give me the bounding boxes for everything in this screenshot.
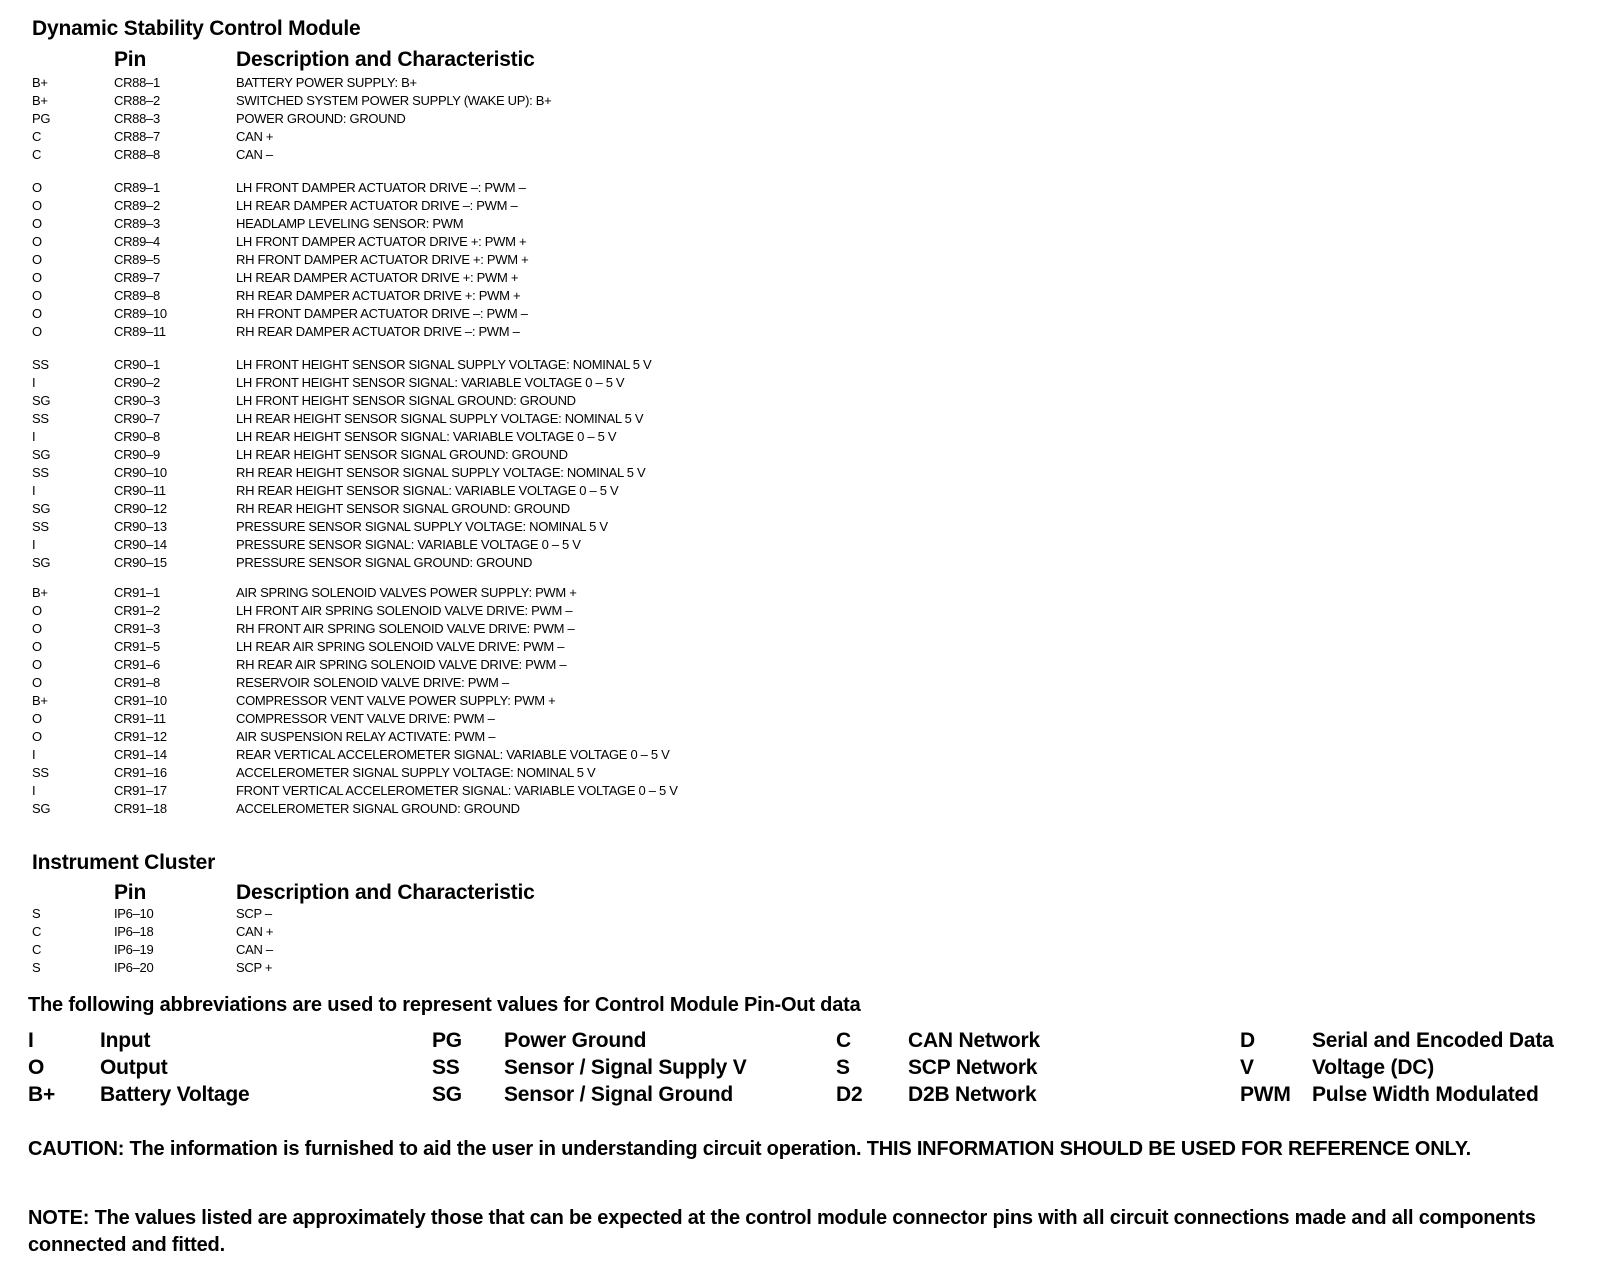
pin-number: CR91–8 (114, 675, 160, 690)
pin-type-code: O (32, 216, 42, 231)
pin-row (0, 197, 1000, 215)
pin-description: CAN + (236, 924, 274, 939)
pin-row (0, 410, 1000, 428)
pin-row (0, 905, 1000, 923)
pin-type-code: SG (32, 447, 51, 462)
pin-row (0, 251, 1000, 269)
pin-type-code: O (32, 324, 42, 339)
pin-number: CR90–13 (114, 519, 167, 534)
pin-type-code: S (32, 906, 41, 921)
pin-number: CR88–7 (114, 129, 160, 144)
abbreviation-meaning: CAN Network (908, 1029, 1040, 1052)
pin-number: CR90–3 (114, 393, 160, 408)
abbreviation-code: PG (432, 1029, 462, 1052)
pin-row (0, 392, 1000, 410)
pin-type-code: C (32, 924, 42, 939)
pin-row (0, 464, 1000, 482)
pin-row (0, 674, 1000, 692)
pin-description: LH FRONT HEIGHT SENSOR SIGNAL: VARIABLE VOLTAGE 0 – 5 V (236, 375, 625, 390)
abbreviation-code: O (28, 1056, 45, 1079)
pin-row (0, 428, 1000, 446)
pin-description: SCP + (236, 960, 273, 975)
pin-type-code: SG (32, 501, 51, 516)
abbreviations-title: The following abbreviations are used to represent values for Control Module Pin-Out data (28, 994, 861, 1016)
abbreviation-code: SG (432, 1083, 462, 1106)
pin-type-code: SG (32, 801, 51, 816)
abbreviation-code: PWM (1240, 1083, 1291, 1106)
pin-description: CAN – (236, 942, 273, 957)
pin-description: LH FRONT AIR SPRING SOLENOID VALVE DRIVE: PWM – (236, 603, 573, 618)
pin-description: LH REAR AIR SPRING SOLENOID VALVE DRIVE: PWM – (236, 639, 565, 654)
pin-number: CR91–18 (114, 801, 167, 816)
pin-row (0, 518, 1000, 536)
abbreviation-code: I (28, 1029, 34, 1052)
pin-type-code: O (32, 639, 42, 654)
pin-number: CR91–3 (114, 621, 160, 636)
pin-description: CAN – (236, 147, 273, 162)
pin-row (0, 656, 1000, 674)
pin-row (0, 305, 1000, 323)
pin-description: LH REAR HEIGHT SENSOR SIGNAL GROUND: GROUND (236, 447, 568, 462)
pin-description: ACCELEROMETER SIGNAL SUPPLY VOLTAGE: NOMINAL 5 V (236, 765, 596, 780)
pin-type-code: I (32, 483, 36, 498)
pin-row (0, 233, 1000, 251)
pin-row (0, 500, 1000, 518)
pin-number: CR91–1 (114, 585, 160, 600)
pin-type-code: O (32, 288, 42, 303)
pin-row (0, 287, 1000, 305)
pin-row (0, 74, 1000, 92)
pin-description: AIR SUSPENSION RELAY ACTIVATE: PWM – (236, 729, 496, 744)
pin-type-code: O (32, 180, 42, 195)
pin-number: CR90–10 (114, 465, 167, 480)
pin-description: CAN + (236, 129, 274, 144)
pin-description: LH FRONT DAMPER ACTUATOR DRIVE +: PWM + (236, 234, 527, 249)
pin-type-code: B+ (32, 693, 48, 708)
ic-pin-header: Pin (114, 881, 147, 904)
pin-row (0, 110, 1000, 128)
abbreviation-code: SS (432, 1056, 460, 1079)
pin-number: IP6–18 (114, 924, 154, 939)
pin-description: COMPRESSOR VENT VALVE POWER SUPPLY: PWM + (236, 693, 556, 708)
pin-description: RH REAR HEIGHT SENSOR SIGNAL SUPPLY VOLTAGE: NOMINAL 5 V (236, 465, 646, 480)
pin-row (0, 554, 1000, 572)
pin-number: CR88–2 (114, 93, 160, 108)
pin-number: CR91–10 (114, 693, 167, 708)
abbreviation-meaning: Power Ground (504, 1029, 647, 1052)
pin-type-code: I (32, 783, 36, 798)
pin-number: CR89–5 (114, 252, 160, 267)
pin-description: PRESSURE SENSOR SIGNAL SUPPLY VOLTAGE: NOMINAL 5 V (236, 519, 608, 534)
pin-type-code: O (32, 621, 42, 636)
note-text: NOTE: The values listed are approximately those that can be expected at the control module connector pins with all circuit connections made and all components connected and fitted. (28, 1207, 1536, 1256)
pin-description: PRESSURE SENSOR SIGNAL GROUND: GROUND (236, 555, 533, 570)
pin-row (0, 710, 1000, 728)
pin-number: CR91–6 (114, 657, 160, 672)
pin-type-code: O (32, 198, 42, 213)
pin-number: IP6–19 (114, 942, 154, 957)
pin-type-code: O (32, 270, 42, 285)
ic-description-header: Description and Characteristic (236, 881, 535, 904)
abbreviation-code: C (836, 1029, 851, 1052)
pin-number: CR89–1 (114, 180, 160, 195)
pin-row (0, 638, 1000, 656)
pin-row (0, 482, 1000, 500)
pin-row (0, 692, 1000, 710)
pin-number: CR90–1 (114, 357, 160, 372)
pin-row (0, 584, 1000, 602)
pin-number: CR90–14 (114, 537, 167, 552)
pin-type-code: I (32, 429, 36, 444)
pin-number: CR91–5 (114, 639, 160, 654)
pin-type-code: SS (32, 357, 49, 372)
pin-row (0, 128, 1000, 146)
pin-type-code: O (32, 711, 42, 726)
pin-row (0, 215, 1000, 233)
pin-description: LH REAR DAMPER ACTUATOR DRIVE +: PWM + (236, 270, 519, 285)
pin-row (0, 602, 1000, 620)
pin-type-code: C (32, 147, 42, 162)
pin-number: CR90–15 (114, 555, 167, 570)
ic-section-title: Instrument Cluster (32, 851, 216, 874)
pin-description: LH FRONT HEIGHT SENSOR SIGNAL SUPPLY VOLTAGE: NOMINAL 5 V (236, 357, 652, 372)
pin-type-code: PG (32, 111, 51, 126)
abbreviation-code: S (836, 1056, 850, 1079)
pin-row (0, 356, 1000, 374)
pin-row (0, 620, 1000, 638)
pin-number: CR89–8 (114, 288, 160, 303)
pin-type-code: I (32, 747, 36, 762)
abbreviation-code: D (1240, 1029, 1255, 1052)
pin-description: AIR SPRING SOLENOID VALVES POWER SUPPLY: PWM + (236, 585, 577, 600)
pin-number: CR89–11 (114, 324, 166, 339)
abbreviation-meaning: Pulse Width Modulated (1312, 1083, 1539, 1106)
pin-description: POWER GROUND: GROUND (236, 111, 406, 126)
pin-row (0, 179, 1000, 197)
abbreviation-meaning: Serial and Encoded Data (1312, 1029, 1554, 1052)
pin-type-code: I (32, 375, 36, 390)
pin-description: ACCELEROMETER SIGNAL GROUND: GROUND (236, 801, 520, 816)
pin-number: CR89–7 (114, 270, 160, 285)
pin-type-code: SS (32, 411, 49, 426)
pin-description: LH REAR DAMPER ACTUATOR DRIVE –: PWM – (236, 198, 518, 213)
pin-type-code: SG (32, 393, 51, 408)
pin-number: CR91–16 (114, 765, 167, 780)
abbreviation-meaning: Voltage (DC) (1312, 1056, 1435, 1079)
pin-description: RH REAR HEIGHT SENSOR SIGNAL GROUND: GROUND (236, 501, 570, 516)
pin-number: CR90–9 (114, 447, 160, 462)
pin-description: RH FRONT DAMPER ACTUATOR DRIVE –: PWM – (236, 306, 528, 321)
pin-description: RH REAR HEIGHT SENSOR SIGNAL: VARIABLE VOLTAGE 0 – 5 V (236, 483, 619, 498)
pin-type-code: I (32, 537, 36, 552)
abbreviation-code: V (1240, 1056, 1254, 1079)
pin-number: CR88–3 (114, 111, 160, 126)
pin-type-code: SS (32, 519, 49, 534)
abbreviation-code: D2 (836, 1083, 863, 1106)
pin-type-code: O (32, 657, 42, 672)
pin-row (0, 728, 1000, 746)
pin-type-code: O (32, 729, 42, 744)
pin-type-code: SS (32, 465, 49, 480)
pin-number: CR91–14 (114, 747, 167, 762)
pin-description: SCP – (236, 906, 272, 921)
pin-row (0, 146, 1000, 164)
pin-type-code: B+ (32, 585, 48, 600)
pin-description: FRONT VERTICAL ACCELEROMETER SIGNAL: VARIABLE VOLTAGE 0 – 5 V (236, 783, 678, 798)
pin-number: CR91–2 (114, 603, 160, 618)
abbreviation-meaning: Battery Voltage (100, 1083, 250, 1106)
dsc-pin-header: Pin (114, 48, 147, 71)
pin-type-code: O (32, 675, 42, 690)
pin-description: LH FRONT HEIGHT SENSOR SIGNAL GROUND: GROUND (236, 393, 576, 408)
pin-description: LH REAR HEIGHT SENSOR SIGNAL: VARIABLE VOLTAGE 0 – 5 V (236, 429, 617, 444)
pin-row (0, 536, 1000, 554)
pin-description: HEADLAMP LEVELING SENSOR: PWM (236, 216, 464, 231)
pin-type-code: O (32, 603, 42, 618)
pin-number: CR89–10 (114, 306, 167, 321)
dsc-section-title: Dynamic Stability Control Module (32, 17, 361, 40)
pin-number: CR88–1 (114, 75, 160, 90)
pin-description: BATTERY POWER SUPPLY: B+ (236, 75, 417, 90)
pin-type-code: O (32, 306, 42, 321)
pin-number: CR91–11 (114, 711, 166, 726)
pin-number: CR91–17 (114, 783, 167, 798)
dsc-description-header: Description and Characteristic (236, 48, 535, 71)
pin-row (0, 269, 1000, 287)
pin-description: LH FRONT DAMPER ACTUATOR DRIVE –: PWM – (236, 180, 526, 195)
pin-number: IP6–10 (114, 906, 154, 921)
pin-number: CR89–2 (114, 198, 160, 213)
pin-number: CR90–7 (114, 411, 160, 426)
pin-row (0, 923, 1000, 941)
caution-text: CAUTION: The information is furnished to aid the user in understanding circuit operation. THIS INFORMATION SHOULD BE USED FOR REFERENCE ONLY. (28, 1138, 1471, 1160)
pin-description: RH FRONT DAMPER ACTUATOR DRIVE +: PWM + (236, 252, 529, 267)
pin-row (0, 323, 1000, 341)
abbreviation-meaning: SCP Network (908, 1056, 1038, 1079)
pin-description: REAR VERTICAL ACCELEROMETER SIGNAL: VARIABLE VOLTAGE 0 – 5 V (236, 747, 670, 762)
pin-number: CR90–11 (114, 483, 166, 498)
abbreviation-meaning: Sensor / Signal Supply V (504, 1056, 747, 1079)
pin-description: LH REAR HEIGHT SENSOR SIGNAL SUPPLY VOLTAGE: NOMINAL 5 V (236, 411, 644, 426)
abbreviation-meaning: Input (100, 1029, 151, 1052)
pin-number: CR90–2 (114, 375, 160, 390)
pin-description: RH REAR AIR SPRING SOLENOID VALVE DRIVE: PWM – (236, 657, 567, 672)
pin-row (0, 374, 1000, 392)
pin-type-code: C (32, 942, 42, 957)
pin-number: IP6–20 (114, 960, 154, 975)
pin-description: RH REAR DAMPER ACTUATOR DRIVE +: PWM + (236, 288, 521, 303)
pin-row (0, 92, 1000, 110)
pin-row (0, 782, 1000, 800)
pin-row (0, 959, 1000, 977)
pin-description: RH FRONT AIR SPRING SOLENOID VALVE DRIVE: PWM – (236, 621, 575, 636)
pin-type-code: SG (32, 555, 51, 570)
pin-number: CR90–12 (114, 501, 167, 516)
pin-number: CR89–3 (114, 216, 160, 231)
pin-type-code: O (32, 234, 42, 249)
pin-row (0, 446, 1000, 464)
abbreviation-code: B+ (28, 1083, 56, 1106)
pin-number: CR89–4 (114, 234, 160, 249)
pin-number: CR91–12 (114, 729, 167, 744)
pin-row (0, 764, 1000, 782)
pin-type-code: C (32, 129, 42, 144)
pin-row (0, 746, 1000, 764)
pin-description: RESERVOIR SOLENOID VALVE DRIVE: PWM – (236, 675, 509, 690)
pin-type-code: O (32, 252, 42, 267)
abbreviation-meaning: D2B Network (908, 1083, 1037, 1106)
pin-description: COMPRESSOR VENT VALVE DRIVE: PWM – (236, 711, 495, 726)
pin-type-code: B+ (32, 75, 48, 90)
pin-type-code: SS (32, 765, 49, 780)
pin-description: RH REAR DAMPER ACTUATOR DRIVE –: PWM – (236, 324, 520, 339)
pin-type-code: B+ (32, 93, 48, 108)
pin-row (0, 941, 1000, 959)
abbreviation-meaning: Output (100, 1056, 168, 1079)
abbreviation-meaning: Sensor / Signal Ground (504, 1083, 733, 1106)
pin-row (0, 800, 1000, 818)
pin-description: SWITCHED SYSTEM POWER SUPPLY (WAKE UP): B+ (236, 93, 552, 108)
pin-description: PRESSURE SENSOR SIGNAL: VARIABLE VOLTAGE 0 – 5 V (236, 537, 581, 552)
pin-number: CR88–8 (114, 147, 160, 162)
pin-type-code: S (32, 960, 41, 975)
pin-number: CR90–8 (114, 429, 160, 444)
